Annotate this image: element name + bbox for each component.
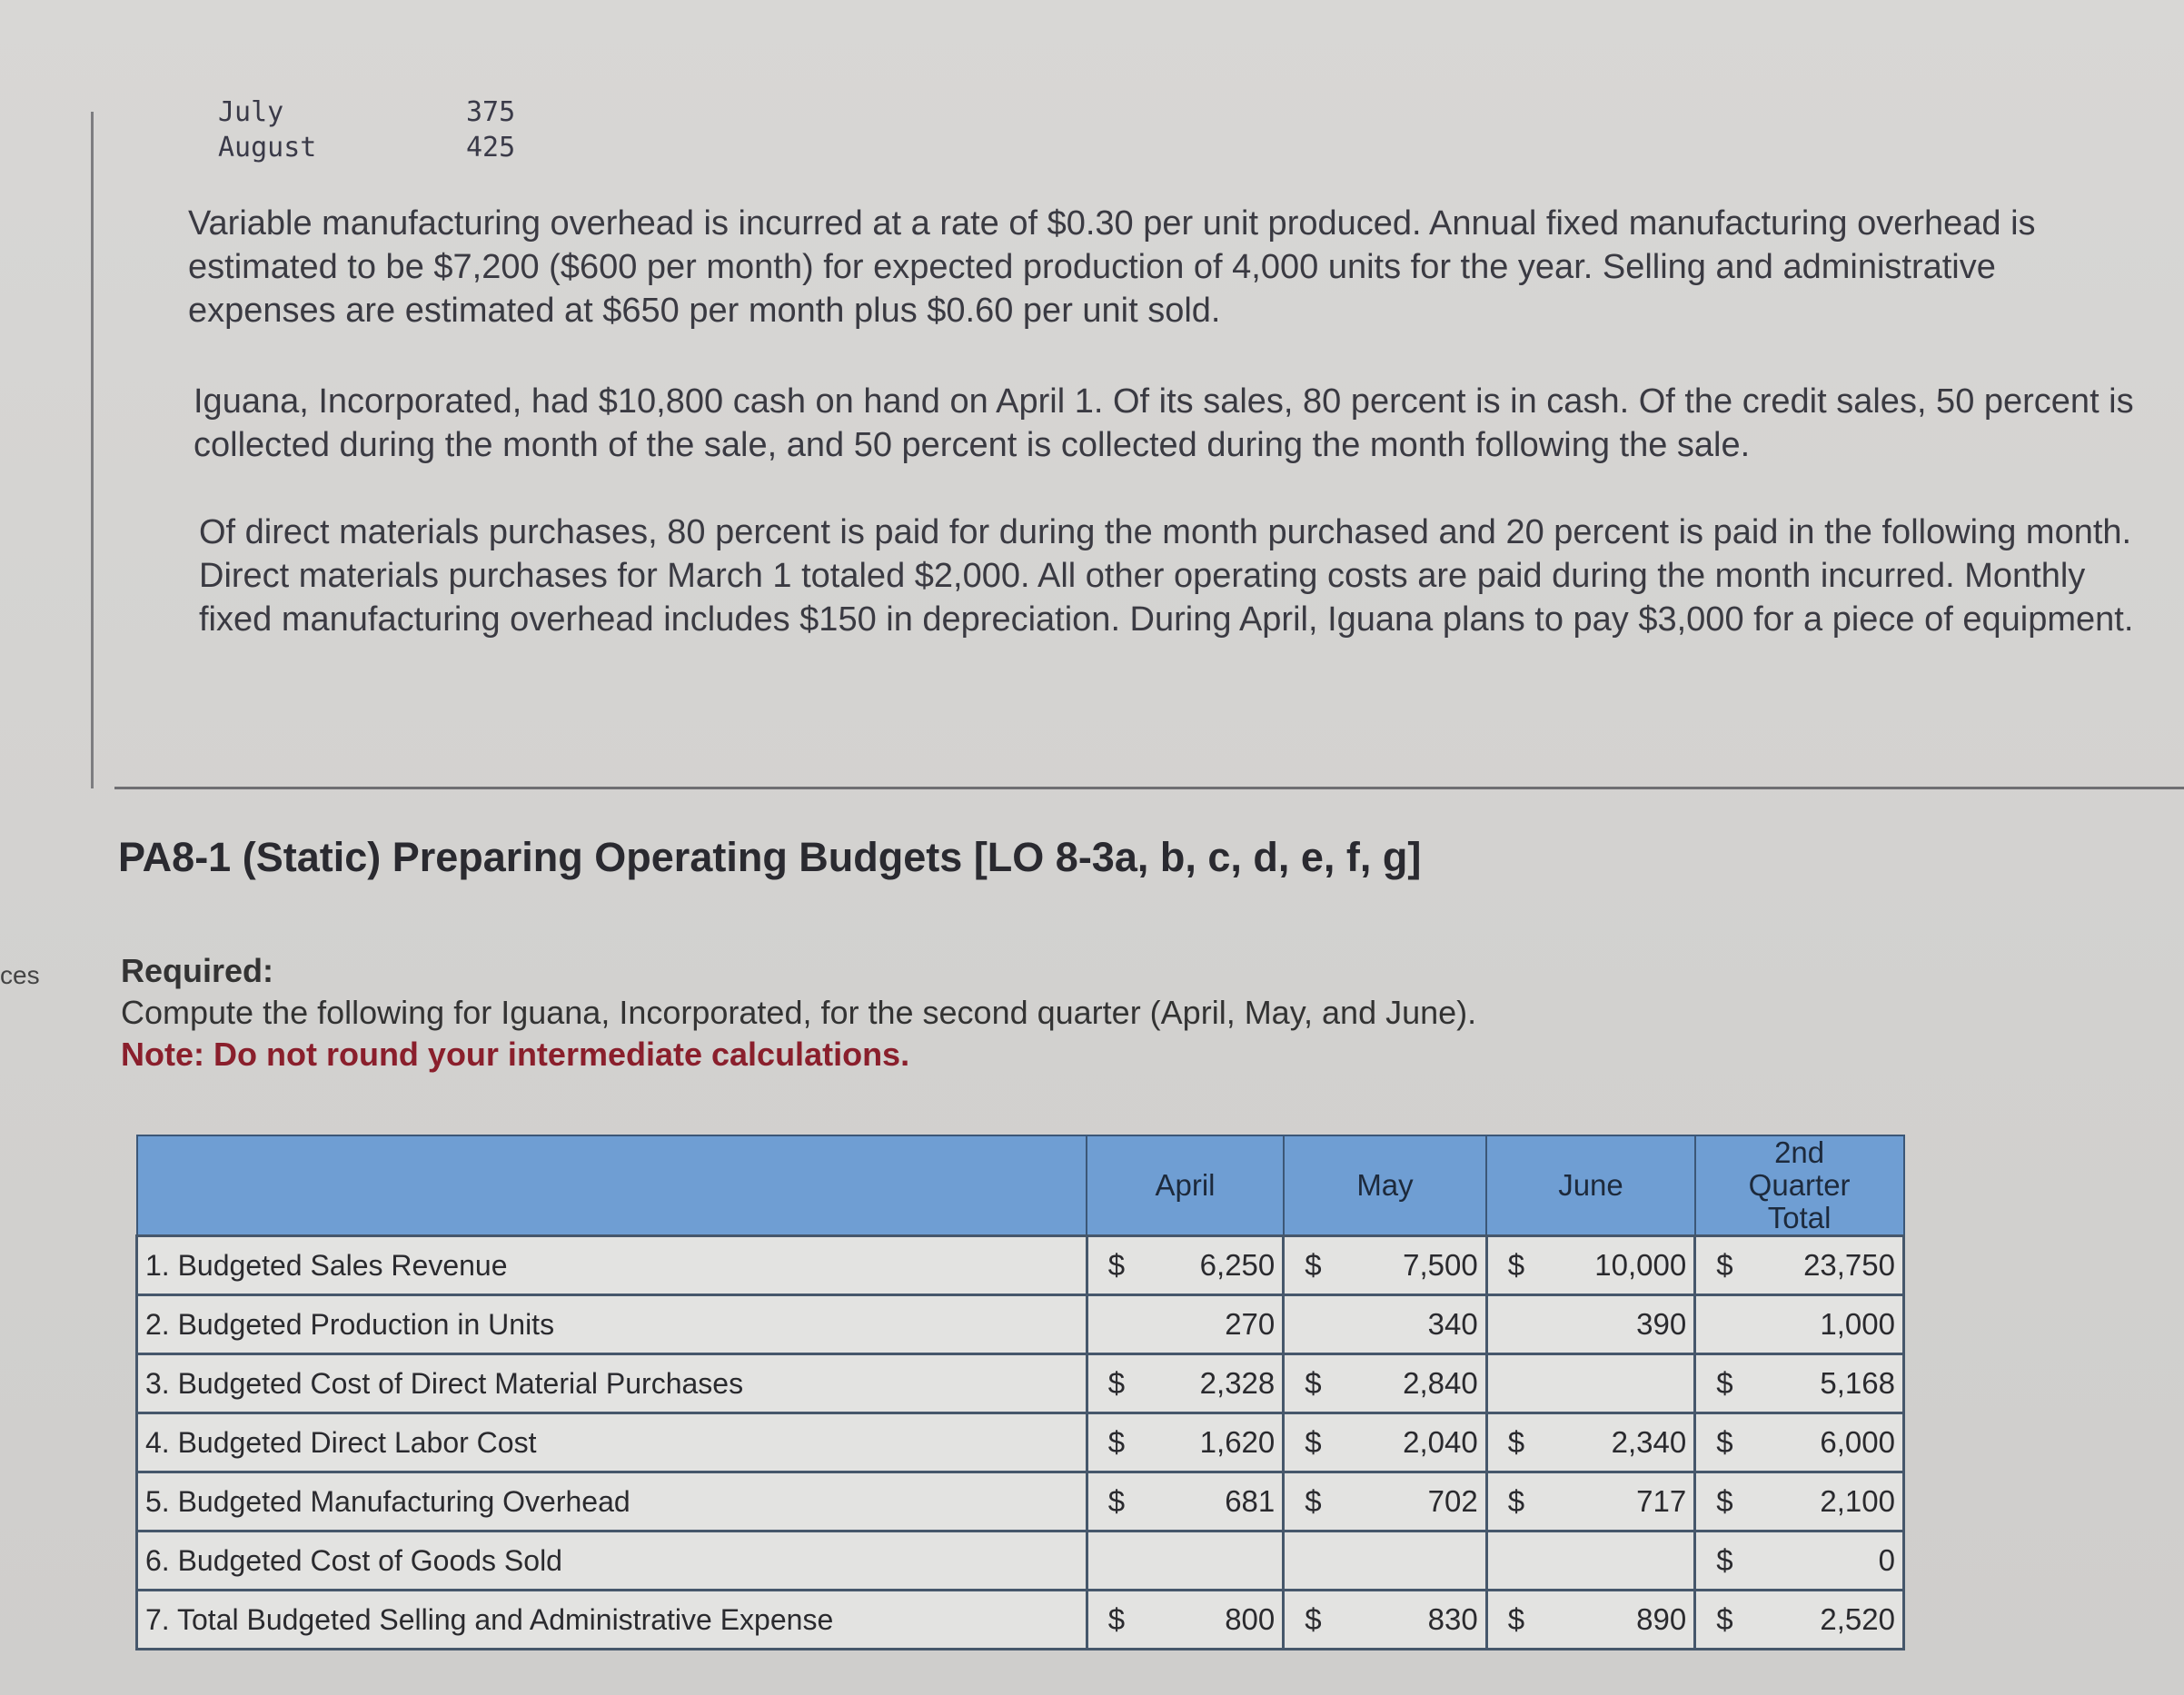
input-cell[interactable] [1486, 1413, 1695, 1472]
cell-value: 23,750 [1803, 1248, 1895, 1282]
table-row [137, 1295, 1904, 1354]
input-cell[interactable] [1284, 1531, 1486, 1591]
cell-value: 6,000 [1820, 1425, 1895, 1459]
currency-symbol: $ [1507, 1248, 1525, 1282]
input-cell[interactable] [1087, 1354, 1283, 1413]
input-cell[interactable] [1284, 1472, 1486, 1531]
column-header: 2nd Quarter Total [1695, 1135, 1904, 1236]
input-cell[interactable] [1486, 1354, 1695, 1413]
input-cell[interactable] [1284, 1295, 1486, 1354]
currency-symbol: $ [1507, 1484, 1525, 1518]
cell-value: 5,168 [1820, 1366, 1895, 1400]
cell-value: 717 [1636, 1484, 1687, 1518]
cell-value: 2,840 [1403, 1366, 1478, 1400]
cell-value: 800 [1225, 1602, 1276, 1636]
currency-symbol: $ [1716, 1248, 1733, 1282]
input-cell[interactable] [1087, 1295, 1283, 1354]
currency-symbol: $ [1305, 1248, 1322, 1282]
cell-value: 702 [1427, 1484, 1478, 1518]
total-cell [1695, 1295, 1904, 1354]
total-cell [1695, 1236, 1904, 1295]
input-cell[interactable] [1486, 1591, 1695, 1650]
cell-value: 2,328 [1199, 1366, 1276, 1400]
paragraph-cash-sales: Iguana, Incorporated, had $10,800 cash on hand on April 1. Of its sales, 80 percent is in cash. Of the credit sales, 50 percent is collected during the month of the sale, and 50 percent is collected during the month following the sale. [194, 382, 2134, 464]
top-table-value: 375 [466, 96, 516, 128]
table-row [137, 1531, 1904, 1591]
currency-symbol: $ [1716, 1543, 1733, 1577]
table-row [137, 1236, 1904, 1295]
currency-symbol: $ [1716, 1484, 1733, 1518]
total-cell [1695, 1591, 1904, 1650]
currency-symbol: $ [1107, 1484, 1126, 1518]
row-label: 5. Budgeted Manufacturing Overhead [137, 1472, 1087, 1531]
column-header: April [1087, 1135, 1283, 1236]
cell-value: 7,500 [1403, 1248, 1478, 1282]
top-table-value: 425 [466, 132, 516, 164]
total-cell [1695, 1413, 1904, 1472]
total-cell [1695, 1354, 1904, 1413]
currency-symbol: $ [1107, 1602, 1126, 1636]
problem-title: PA8-1 (Static) Preparing Operating Budgets [LO 8-3a, b, c, d, e, f, g] [118, 834, 1422, 880]
input-cell[interactable] [1087, 1413, 1283, 1472]
currency-symbol: $ [1107, 1248, 1126, 1282]
cell-value: 390 [1636, 1307, 1687, 1341]
total-cell [1695, 1531, 1904, 1591]
cell-value: 1,620 [1199, 1425, 1276, 1459]
input-cell[interactable] [1087, 1472, 1283, 1531]
cell-value: 830 [1427, 1602, 1478, 1636]
currency-symbol: $ [1716, 1366, 1733, 1400]
input-cell[interactable] [1486, 1295, 1695, 1354]
column-header: June [1486, 1135, 1695, 1236]
required-section [121, 950, 1476, 1075]
input-cell[interactable] [1284, 1413, 1486, 1472]
cell-value: 2,340 [1611, 1425, 1687, 1459]
required-text: Compute the following for Iguana, Incorporated, for the second quarter (April, May, and June). [121, 994, 1477, 1031]
currency-symbol: $ [1305, 1366, 1322, 1400]
input-cell[interactable] [1087, 1531, 1283, 1591]
input-cell[interactable] [1284, 1591, 1486, 1650]
total-cell [1695, 1472, 1904, 1531]
required-heading: Required: [121, 952, 274, 989]
currency-symbol: $ [1107, 1366, 1126, 1400]
column-header: May [1284, 1135, 1486, 1236]
currency-symbol: $ [1507, 1425, 1525, 1459]
table-row [137, 1591, 1904, 1650]
side-nav-label[interactable]: ces [0, 961, 40, 989]
currency-symbol: $ [1305, 1602, 1322, 1636]
cell-value: 0 [1878, 1543, 1895, 1577]
top-table-month: August [218, 132, 317, 164]
currency-symbol: $ [1305, 1484, 1322, 1518]
currency-symbol: $ [1716, 1602, 1733, 1636]
row-label: 7. Total Budgeted Selling and Administrative Expense [137, 1591, 1087, 1650]
cell-value: 890 [1636, 1602, 1687, 1636]
paragraph-overhead: Variable manufacturing overhead is incurred at a rate of $0.30 per unit produced. Annual fixed manufacturing overhead is estimated to be $7,200 ($600 per month) for expected production of 4,000 units for the year. Selling and administrative expenses are estimated at $650 per month plus $0.60 per unit sold. [188, 204, 2036, 330]
cell-value: 10,000 [1594, 1248, 1687, 1282]
input-cell[interactable] [1486, 1472, 1695, 1531]
input-cell[interactable] [1486, 1531, 1695, 1591]
panel-border-left [91, 112, 94, 788]
cell-value: 2,040 [1403, 1425, 1478, 1459]
cell-value: 2,520 [1820, 1602, 1895, 1636]
row-label: 2. Budgeted Production in Units [137, 1295, 1087, 1354]
input-cell[interactable] [1284, 1236, 1486, 1295]
currency-symbol: $ [1107, 1425, 1126, 1459]
row-label: 6. Budgeted Cost of Goods Sold [137, 1531, 1087, 1591]
row-label: 4. Budgeted Direct Labor Cost [137, 1413, 1087, 1472]
cell-value: 1,000 [1820, 1307, 1895, 1341]
input-cell[interactable] [1087, 1591, 1283, 1650]
currency-symbol: $ [1507, 1602, 1525, 1636]
budget-table [135, 1135, 1905, 1650]
required-note: Note: Do not round your intermediate calculations. [121, 1036, 910, 1073]
header-blank [137, 1135, 1087, 1236]
row-label: 3. Budgeted Cost of Direct Material Purchases [137, 1354, 1087, 1413]
table-row [137, 1472, 1904, 1531]
currency-symbol: $ [1716, 1425, 1733, 1459]
input-cell[interactable] [1486, 1236, 1695, 1295]
cell-value: 270 [1225, 1307, 1276, 1341]
cell-value: 340 [1427, 1307, 1478, 1341]
panel-border-bottom [114, 787, 2184, 789]
cell-value: 6,250 [1199, 1248, 1276, 1282]
paragraph-materials: Of direct materials purchases, 80 percent is paid for during the month purchased and 20 percent is paid in the following month. Direct materials purchases for March 1 totaled $2,000. All other operating costs are paid during the month incurred. Monthly fixed manufacturing overhead includes $150 in depreciation. During April, Iguana plans to pay $3,000 for a piece of equipment. [199, 513, 2134, 639]
row-label: 1. Budgeted Sales Revenue [137, 1236, 1087, 1295]
input-cell[interactable] [1284, 1354, 1486, 1413]
table-row [137, 1354, 1904, 1413]
table-row [137, 1413, 1904, 1472]
currency-symbol: $ [1305, 1425, 1322, 1459]
input-cell[interactable] [1087, 1236, 1283, 1295]
cell-value: 681 [1225, 1484, 1276, 1518]
top-table-month: July [218, 96, 284, 128]
cell-value: 2,100 [1820, 1484, 1895, 1518]
